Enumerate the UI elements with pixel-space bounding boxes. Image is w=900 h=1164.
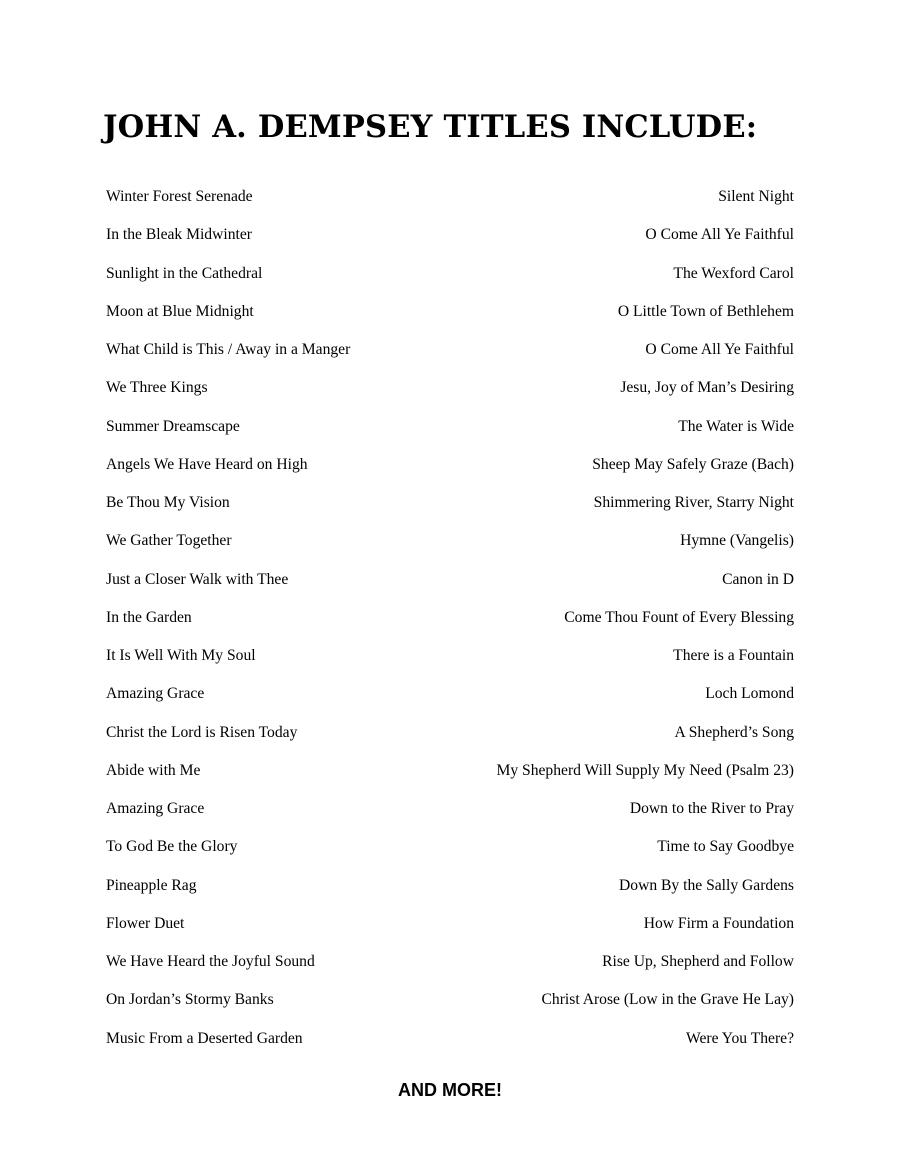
- title-left: Angels We Have Heard on High: [106, 455, 308, 473]
- title-row: [106, 905, 794, 943]
- title-right: Come Thou Fount of Every Blessing: [564, 608, 794, 626]
- title-right: O Little Town of Bethlehem: [617, 302, 794, 320]
- title-left: We Have Heard the Joyful Sound: [106, 953, 315, 971]
- title-right: Silent Night: [718, 188, 794, 206]
- title-right: Rise Up, Shepherd and Follow: [602, 953, 794, 971]
- title-row: [106, 293, 794, 331]
- title-row: [106, 752, 794, 790]
- title-right: Shimmering River, Starry Night: [593, 494, 794, 512]
- title-row: [106, 446, 794, 484]
- title-left: We Three Kings: [106, 379, 208, 397]
- title-row: [106, 561, 794, 599]
- title-row: [106, 522, 794, 560]
- title-right: Hymne (Vangelis): [680, 532, 794, 550]
- title-row: [106, 943, 794, 981]
- title-right: Time to Say Goodbye: [657, 838, 794, 856]
- title-right: My Shepherd Will Supply My Need (Psalm 23): [496, 761, 794, 779]
- title-right: The Wexford Carol: [673, 264, 794, 282]
- and-more-text: AND MORE!: [398, 1080, 502, 1100]
- title-row: [106, 1020, 794, 1058]
- title-left: Amazing Grace: [106, 800, 205, 818]
- title-left: What Child is This / Away in a Manger: [106, 341, 351, 359]
- title-row: [106, 828, 794, 866]
- title-left: In the Garden: [106, 608, 192, 626]
- title-right: O Come All Ye Faithful: [645, 226, 794, 244]
- title-right: Were You There?: [685, 1029, 794, 1047]
- title-row: [106, 369, 794, 407]
- title-left: Christ the Lord is Risen Today: [106, 723, 298, 741]
- title-left: Flower Duet: [106, 914, 185, 932]
- title-left: Winter Forest Serenade: [106, 188, 253, 206]
- title-right: A Shepherd’s Song: [674, 723, 794, 741]
- title-row: [106, 255, 794, 293]
- title-right: Jesu, Joy of Man’s Desiring: [620, 379, 794, 397]
- title-right: Down By the Sally Gardens: [619, 876, 794, 894]
- title-row: [106, 484, 794, 522]
- title-left: Amazing Grace: [106, 685, 205, 703]
- title-row: [106, 714, 794, 752]
- title-left: It Is Well With My Soul: [106, 647, 256, 665]
- title-left: In the Bleak Midwinter: [106, 226, 252, 244]
- title-left: Sunlight in the Cathedral: [106, 264, 263, 282]
- title-row: [106, 867, 794, 905]
- title-left: Just a Closer Walk with Thee: [106, 570, 289, 588]
- title-row: [106, 178, 794, 216]
- title-right: Christ Arose (Low in the Grave He Lay): [541, 991, 794, 1009]
- title-left: Be Thou My Vision: [106, 494, 230, 512]
- title-row: [106, 216, 794, 254]
- title-row: [106, 331, 794, 369]
- title-right: Sheep May Safely Graze (Bach): [592, 455, 794, 473]
- title-left: Summer Dreamscape: [106, 417, 240, 435]
- title-left: To God Be the Glory: [106, 838, 238, 856]
- title-row: [106, 637, 794, 675]
- title-row: [106, 675, 794, 713]
- title-right: O Come All Ye Faithful: [645, 341, 794, 359]
- title-right: Down to the River to Pray: [629, 800, 794, 818]
- title-row: [106, 790, 794, 828]
- title-right: Canon in D: [722, 570, 794, 588]
- title-right: There is a Fountain: [673, 647, 794, 665]
- title-left: Pineapple Rag: [106, 876, 197, 894]
- title-left: On Jordan’s Stormy Banks: [106, 991, 274, 1009]
- title-left: We Gather Together: [106, 532, 232, 550]
- title-right: The Water is Wide: [678, 417, 794, 435]
- title-left: Music From a Deserted Garden: [106, 1029, 303, 1047]
- title-row: [106, 981, 794, 1019]
- page-title: JOHN A. DEMPSEY TITLES INCLUDE:: [103, 109, 758, 145]
- title-left: Abide with Me: [106, 761, 201, 779]
- title-left: Moon at Blue Midnight: [106, 302, 254, 320]
- title-right: How Firm a Foundation: [643, 914, 794, 932]
- title-row: [106, 599, 794, 637]
- titles-list: [106, 178, 794, 1058]
- title-row: [106, 408, 794, 446]
- title-right: Loch Lomond: [705, 685, 794, 703]
